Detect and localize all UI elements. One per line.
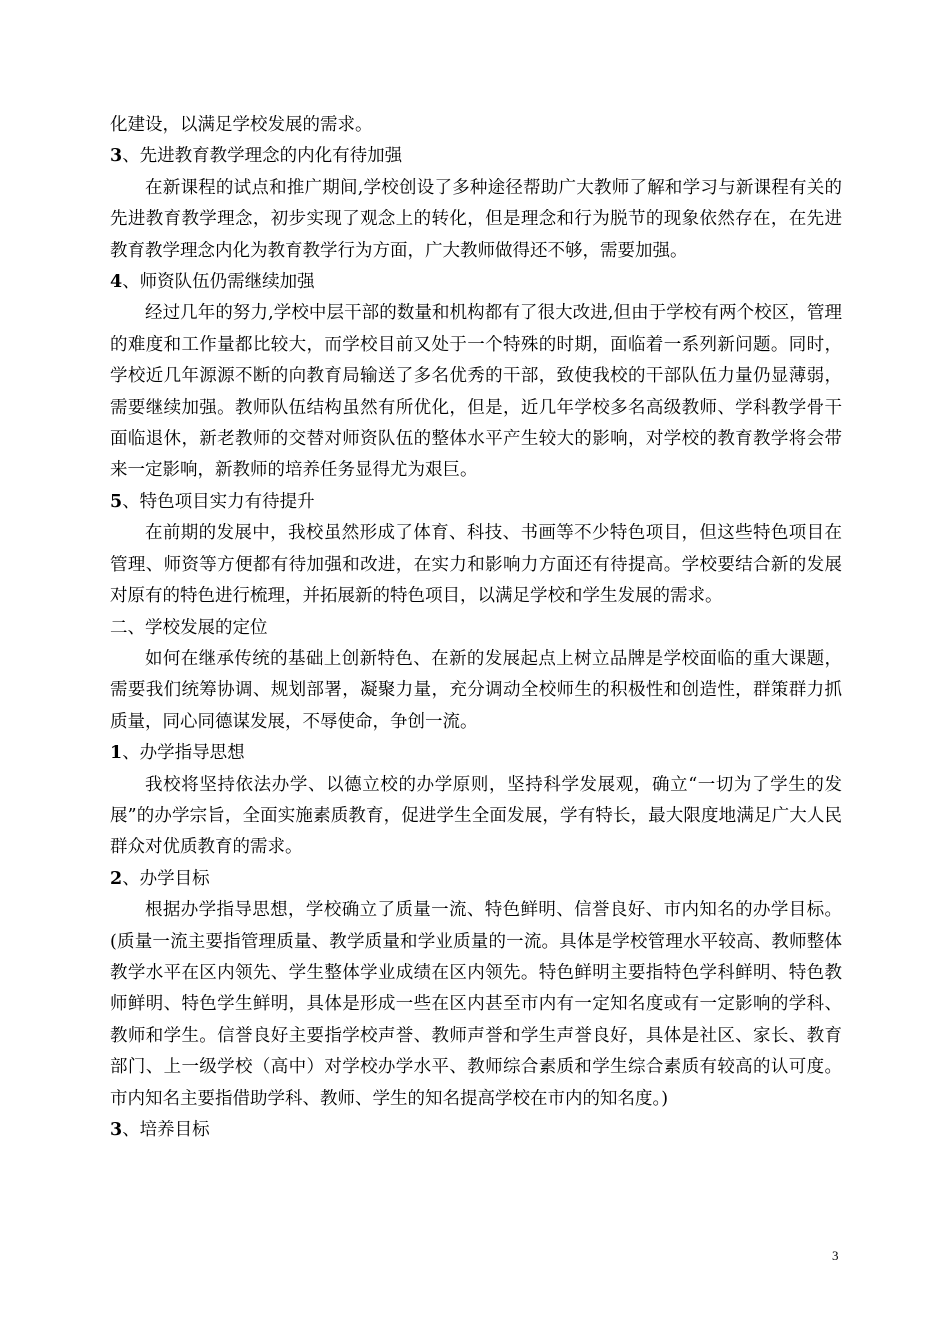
section-heading bbox=[110, 487, 842, 518]
section-title: 、先进教育教学理念的内化有待加强 bbox=[122, 146, 403, 167]
body-paragraph: 在前期的发展中，我校虽然形成了体育、科技、书画等不少特色项目，但这些特色项目在管理、师资等方便都有待加强和改进，在实力和影响力方面还有待提高。学校要结合新的发展对原有的特色进行梳理，并拓展新的特色项目，以满足学校和学生发展的需求。 bbox=[110, 523, 842, 607]
section-title: 、办学目标 bbox=[122, 868, 210, 889]
section-title: 、培养目标 bbox=[122, 1120, 210, 1140]
section-heading bbox=[110, 267, 842, 298]
section-title: 、办学指导思想 bbox=[122, 743, 245, 764]
document-body bbox=[110, 110, 842, 1146]
section-number: 1 bbox=[110, 743, 123, 764]
body-paragraph: 在新课程的试点和推广期间,学校创设了多种途径帮助广大教师了解和学习与新课程有关的先进教育教学理念，初步实现了观念上的转化，但是理念和行为脱节的现象依然存在，在先进教育教学理念内化为教育教学行为方面，广大教师做得还不够，需要加强。 bbox=[110, 177, 842, 261]
body-paragraph: 二、学校发展的定位 bbox=[110, 617, 268, 638]
section-number: 3 bbox=[110, 1120, 123, 1140]
section-heading bbox=[110, 141, 842, 172]
section-title: 、特色项目实力有待提升 bbox=[122, 491, 315, 512]
section-number: 5 bbox=[110, 491, 123, 512]
section-heading bbox=[110, 738, 842, 769]
body-paragraph: 我校将坚持依法办学、以德立校的办学原则，坚持科学发展观，确立“一切为了学生的发展”的办学宗旨，全面实施素质教育，促进学生全面发展，学有特长，最大限度地满足广大人民群众对优质教育的需求。 bbox=[110, 774, 842, 858]
section-number: 2 bbox=[110, 868, 123, 889]
section-number: 4 bbox=[110, 272, 123, 293]
body-paragraph: 根据办学指导思想，学校确立了质量一流、特色鲜明、信誉良好、市内知名的办学目标。(质量一流主要指管理质量、教学质量和学业质量的一流。具体是学校管理水平较高、教师整体教学水平在区内领先、学生整体学业成绩在区内领先。特色鲜明主要指特色学科鲜明、特色教师鲜明、特色学生鲜明，具体是形成一些在区内甚至市内有一定知名度或有一定影响的学科、教师和学生。信誉良好主要指学校声誉、教师声誉和学生声誉良好，具体是社区、家长、教育部门、上一级学校（高中）对学校办学水平、教师综合素质和学生综合素质有较高的认可度。市内知名主要指借助学科、教师、学生的知名提高学校在市内的知名度。) bbox=[110, 900, 842, 1109]
page-number: 3 bbox=[832, 1248, 839, 1263]
section-heading bbox=[110, 1115, 842, 1146]
body-paragraph: 经过几年的努力,学校中层干部的数量和机构都有了很大改进,但由于学校有两个校区，管理的难度和工作量都比较大，而学校目前又处于一个特殊的时期，面临着一系列新问题。同时，学校近几年源源不断的向教育局输送了多名优秀的干部，致使我校的干部队伍力量仍显薄弱，需要继续加强。教师队伍结构虽然有所优化，但是，近几年学校多名高级教师、学科教学骨干面临退休，新老教师的交替对师资队伍的整体水平产生较大的影响，对学校的教育教学将会带来一定影响，新教师的培养任务显得尤为艰巨。 bbox=[110, 303, 842, 481]
section-heading bbox=[110, 864, 842, 895]
section-number: 3 bbox=[110, 146, 123, 167]
body-paragraph: 化建设，以满足学校发展的需求。 bbox=[110, 115, 373, 135]
body-paragraph: 如何在继承传统的基础上创新特色、在新的发展起点上树立品牌是学校面临的重大课题，需要我们统筹协调、规划部署，凝聚力量，充分调动全校师生的积极性和创造性，群策群力抓质量，同心同德谋发展，不辱使命，争创一流。 bbox=[110, 648, 842, 732]
section-title: 、师资队伍仍需继续加强 bbox=[122, 272, 315, 293]
